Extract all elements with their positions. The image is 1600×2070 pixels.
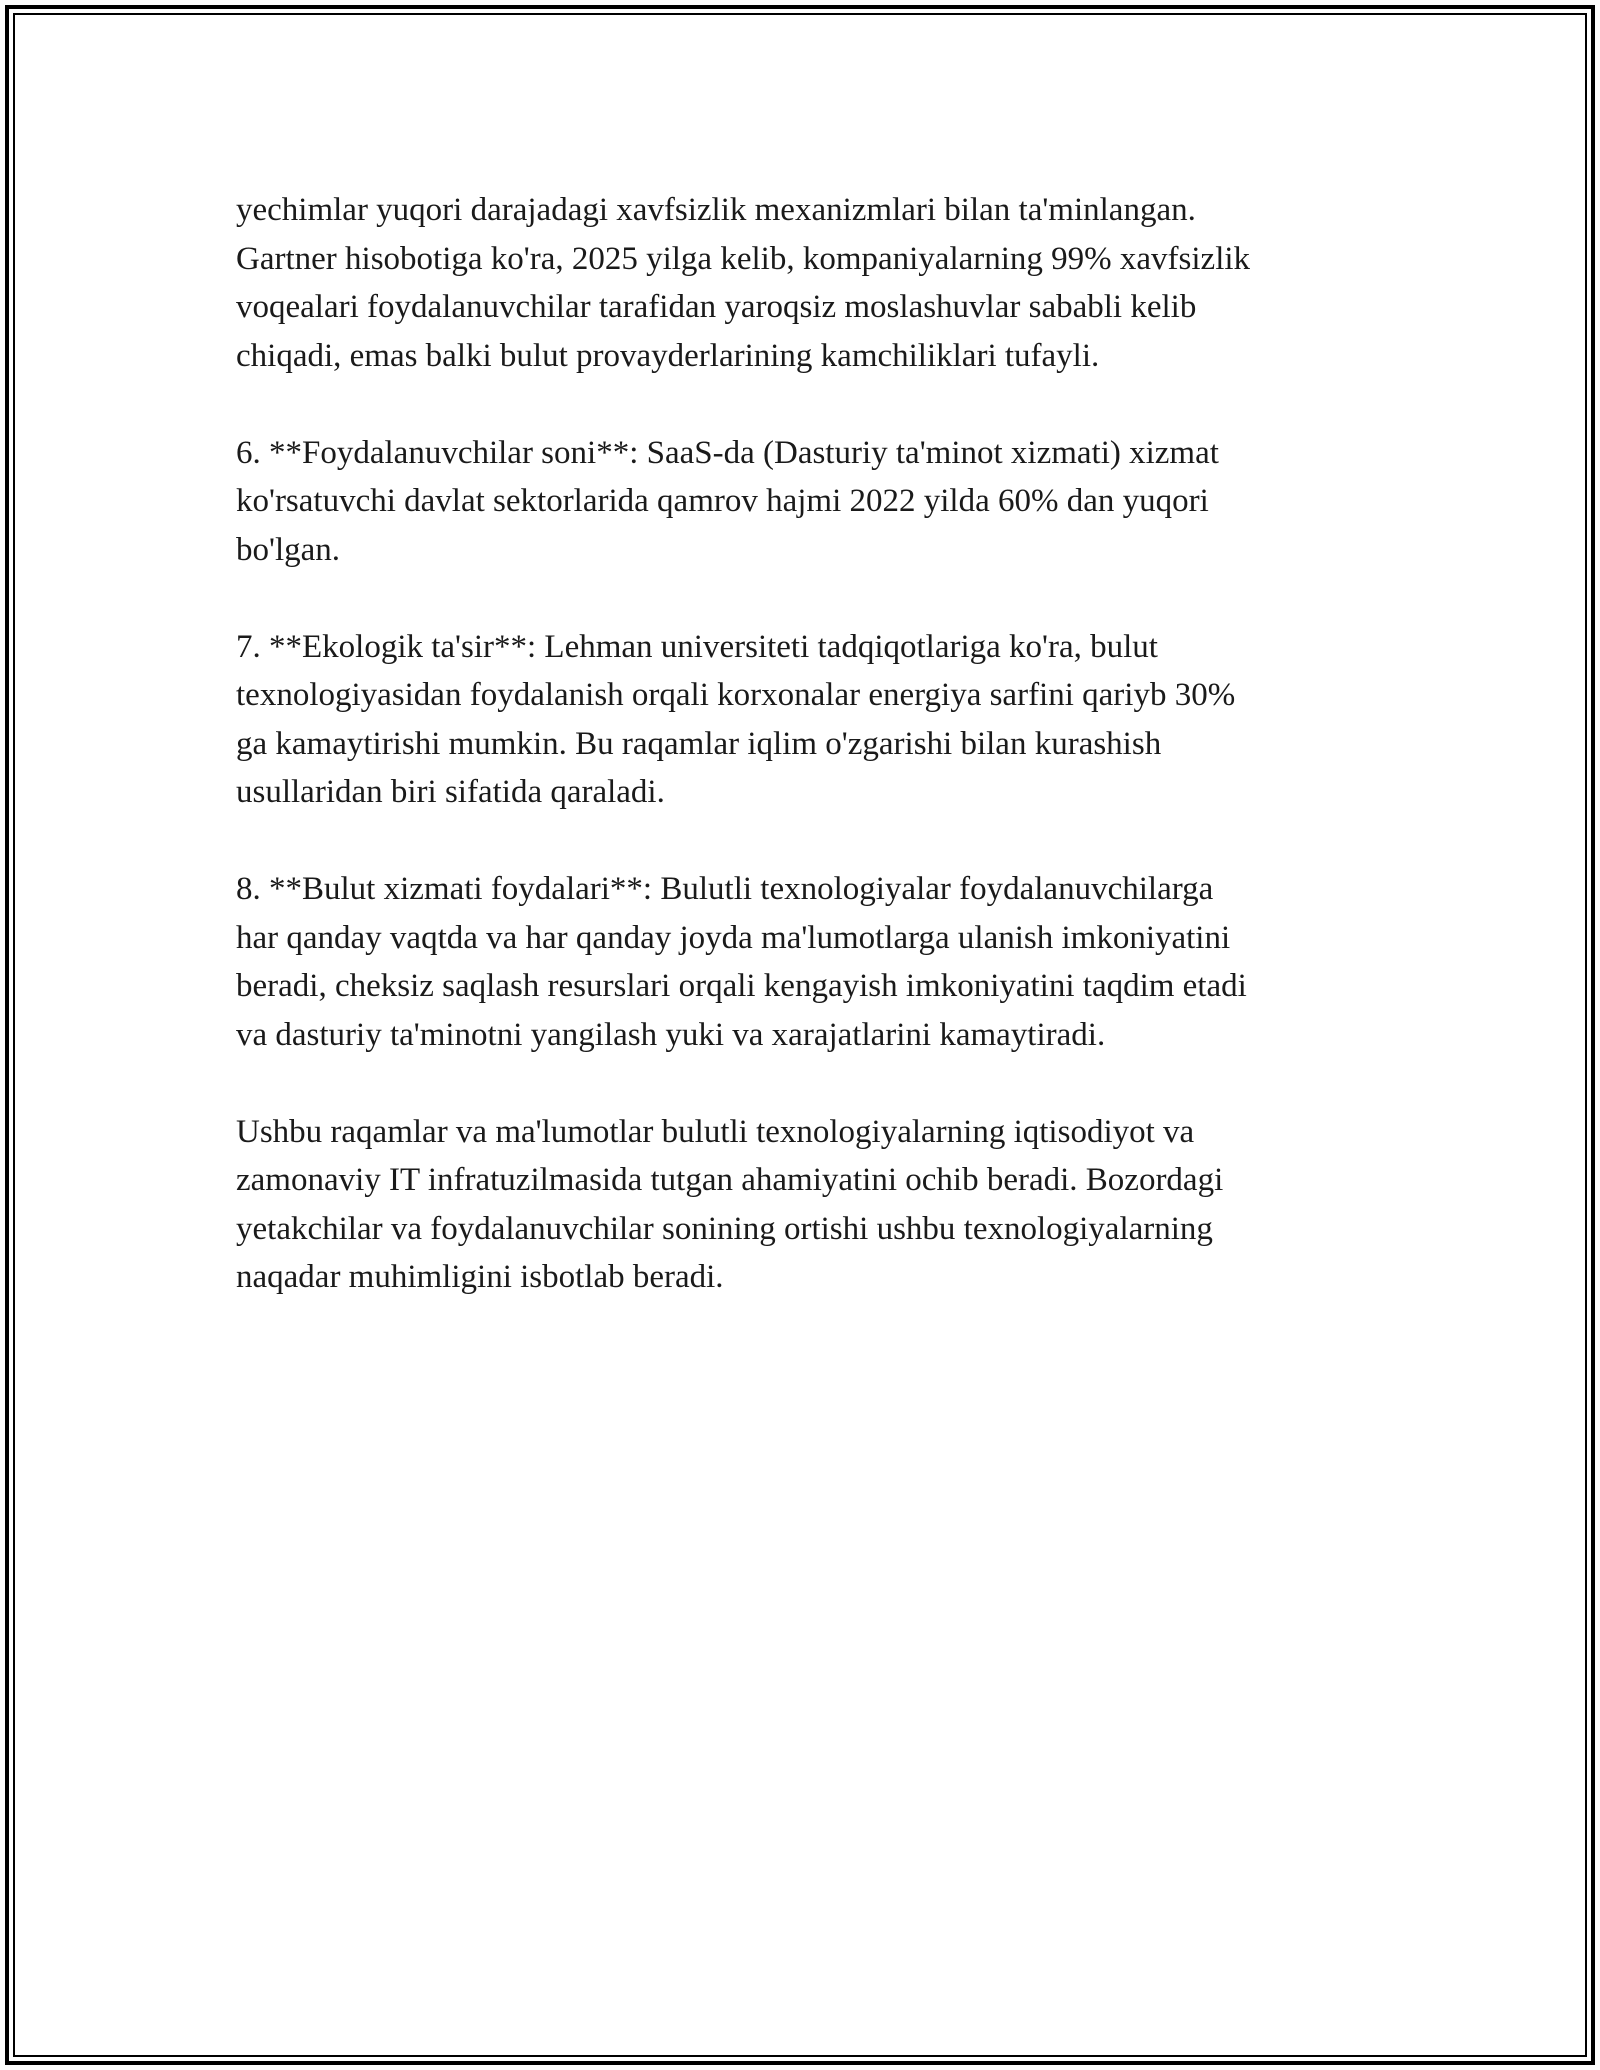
paragraph-conclusion: Ushbu raqamlar va ma'lumotlar bulutli texnologiyalarning iqtisodiyot va zamonaviy IT infratuzilmasida tutgan ahamiyatini ochib beradi. Bozordagi yetakchilar va foydalanuvchilar sonining ortishi ushbu texnologiyalarning naqadar muhimligini isbotlab beradi. — [236, 1113, 1224, 1295]
paragraph-item-6-users: 6. **Foydalanuvchilar soni**: SaaS-da (Dasturiy ta'minot xizmati) xizmat ko'rsatuvchi davlat sektorlarida qamrov hajmi 2022 yilda 60% dan yuqori bo'lgan. — [236, 434, 1219, 568]
paragraph-item-7-ecology: 7. **Ekologik ta'sir**: Lehman universiteti tadqiqotlariga ko'ra, bulut texnologiyasidan foydalanish orqali korxonalar energiya sarfini qariyb 30% ga kamaytirishi mumkin. Bu raqamlar iqlim o'zgarishi bilan kurashish usullaridan biri sifatida qaraladi. — [236, 628, 1236, 810]
document-body — [236, 186, 1376, 1350]
paragraph-item-8-benefits: 8. **Bulut xizmati foydalari**: Bulutli texnologiyalar foydalanuvchilarga har qanday vaqtda va har qanday joyda ma'lumotlarga ulanish imkoniyatini beradi, cheksiz saqlash resurslari orqali kengayish imkoniyatini taqdim etadi va dasturiy ta'minotni yangilash yuki va xarajatlarini kamaytiradi. — [236, 871, 1247, 1053]
paragraph-security-continuation: yechimlar yuqori darajadagi xavfsizlik mexanizmlari bilan ta'minlangan. Gartner hisobotiga ko'ra, 2025 yilga kelib, kompaniyalarning 99% xavfsizlik voqealari foydalanuvchilar tarafidan yaroqsiz moslashuvlar sababli kelib chiqadi, emas balki bulut provayderlarining kamchiliklari tufayli. — [236, 192, 1251, 374]
